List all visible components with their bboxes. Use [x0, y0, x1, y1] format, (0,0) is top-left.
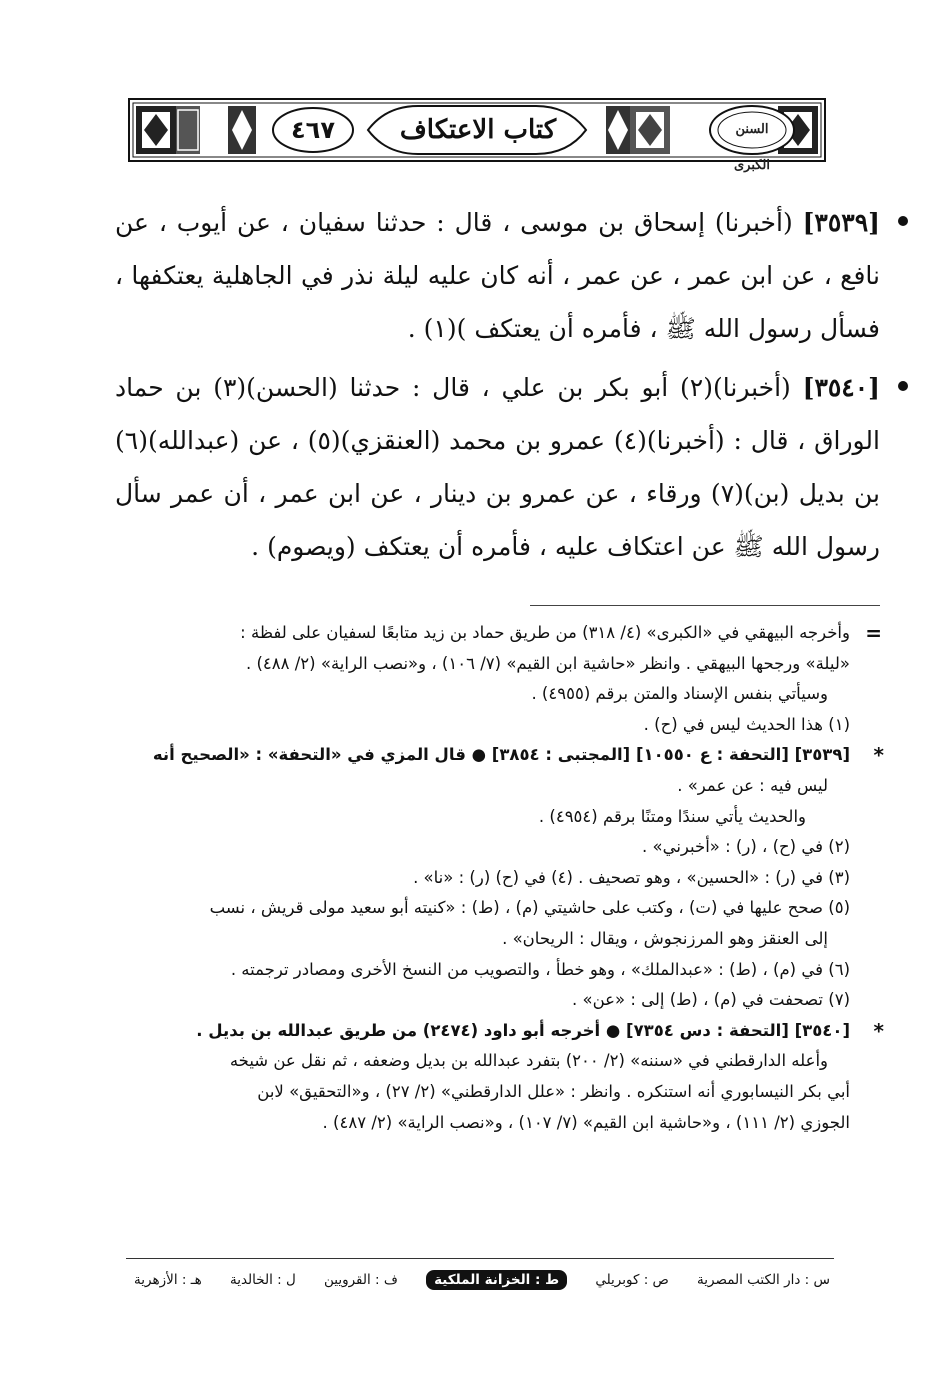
bullet-icon [898, 216, 908, 226]
page-header [128, 98, 826, 173]
footnote-text: وأخرجه البيهقي في «الكبرى» (٤/ ٣١٨) من طريق حماد بن زيد متابعًا لسفيان على لفظة : [240, 623, 850, 642]
footnote-text: وسيأتي بنفس الإسناد والمتن برقم (٤٩٥٥) . [531, 684, 828, 704]
footnote-line [122, 710, 850, 741]
star-icon: * [873, 743, 884, 768]
continuation-mark: = [865, 621, 882, 645]
footnote-line [122, 985, 850, 1016]
hadith-entry [115, 361, 880, 573]
footnote-line [122, 1108, 850, 1139]
footnote-line [122, 832, 850, 863]
page-number: ٤٦٧ [291, 116, 335, 144]
footnote-line [122, 893, 850, 924]
footnote-text: (٢) في (ح) ، (ر) : «أخبرني» . [641, 837, 850, 857]
footnote-line [122, 618, 882, 649]
hadith-number: [٣٥٤٠] [802, 373, 880, 402]
chapter-title: كتاب الاعتكاف [399, 115, 557, 145]
manuscript-sigla: ل : الخالدية [229, 1272, 296, 1288]
footnote-line [122, 771, 850, 802]
star-icon: * [873, 1018, 884, 1043]
manuscript-sigla: ص : كوبريلي [595, 1272, 669, 1288]
manuscript-sigla: هـ : الأزهرية [134, 1272, 202, 1288]
footnote-line [122, 1016, 884, 1047]
manuscript-sigla: س : دار الكتب المصرية [697, 1272, 830, 1288]
footnote-line [122, 679, 850, 710]
footnote-text: «ليلة» ورجحها البيهقي . وانظر «حاشية ابن القيم» (٧/ ١٠٦) ، و«نصب الراية» (٢/ ٤٨٨) . [245, 653, 850, 673]
footnote-text: (٣) في (ر) : «الحسين» ، وهو تصحيف . (٤) في (ح) (ر) : «نا» . [413, 867, 850, 887]
manuscript-sigla: ف : القرويين [323, 1272, 398, 1288]
footnote-line [122, 1077, 850, 1108]
footnote-text: [٣٥٣٩] [التحفة : ع ١٠٥٥٠] [المجتبى : ٣٨٥٤] ● قال المزي في «التحفة» : «الصحيح أنه [152, 745, 850, 765]
footnote-text: (٧) تصحفت في (م) ، (ط) إلى : «عن» . [571, 990, 850, 1010]
footnote-line [122, 1046, 850, 1077]
manuscript-sigla-highlighted: ط : الخزانة الملكية [426, 1270, 567, 1290]
hadith-body: (أخبرنا)(٢) أبو بكر بن علي ، قال : حدثنا (الحسن)(٣) بن حماد الوراق ، قال : (أخبرنا)(٤) عمرو بن محمد (العنقزي)(٥) ، عن (عبدالله)(٦) بن بديل (بن)(٧) ورقاء ، عن عمرو بن دينار ، عن ابن عمر ، أن عمر سأل رسول الله ﷺ عن اعتكاف عليه ، فأمره أن يعتكف (ويصوم) . [115, 373, 880, 561]
footnote-line [122, 649, 850, 680]
footnote-line [122, 863, 850, 894]
footer-rule [126, 1258, 834, 1259]
hadith-body: (أخبرنا) إسحاق بن موسى ، قال : حدثنا سفيان ، عن أيوب ، عن نافع ، عن ابن عمر ، عن عمر ، أنه كان عليه ليلة نذر في الجاهلية يعتكفها ، فسأل رسول الله ﷺ ، فأمره أن يعتكف )(١) . [115, 208, 880, 343]
footnote-line [122, 924, 850, 955]
manuscript-key [134, 1266, 830, 1294]
footnote-text: (٦) في (م) ، (ط) : «عبدالملك» ، وهو خطأ ، والتصويب من النسخ الأخرى ومصادر ترجمته . [230, 959, 850, 979]
footnote-text: ليس فيه : عن عمر» . [677, 775, 828, 795]
footnote-line [122, 802, 850, 833]
footnotes [122, 618, 884, 1138]
footnote-text: أبي بكر النيسابوري أنه استنكره . وانظر : «علل الدارقطني» (٢/ ٢٧) ، و«التحقيق» لابن [257, 1081, 850, 1101]
hadith-entry [115, 196, 880, 355]
hadith-text [115, 196, 880, 579]
footnote-text: [٣٥٤٠] [التحفة : دس ٧٣٥٤] ● أخرجه أبو داود (٢٤٧٤) من طريق عبدالله بن بديل . [196, 1020, 850, 1040]
series-logo: السنن الكبرى [733, 122, 771, 173]
footnote-text: وأعله الدارقطني في «سننه» (٢/ ٢٠٠) بتفرد عبدالله بن بديل وضعفه ، ثم نقل عن شيخه [229, 1051, 828, 1071]
footnote-text: والحديث يأتي سندًا ومتنًا برقم (٤٩٥٤) . [538, 806, 806, 826]
hadith-number: [٣٥٣٩] [802, 208, 880, 237]
footnote-text: إلى العنقز وهو المرزنجوش ، ويقال : الريحان» . [502, 928, 828, 948]
footnote-line [122, 955, 850, 986]
footnote-separator [530, 605, 880, 606]
footnote-text: الجوزي (٢/ ١١١) ، و«حاشية ابن القيم» (٧/ ١٠٧) ، و«نصب الراية» (٢/ ٤٨٧) . [322, 1112, 850, 1132]
footnote-text: (٥) صحح عليها في (ت) ، وكتب على حاشيتي (م) ، (ط) : «كنيته أبو سعيد مولى قريش ، نسب [209, 898, 850, 918]
footnote-text: (١) هذا الحديث ليس في (ح) . [643, 714, 850, 734]
bullet-icon [898, 381, 908, 391]
footnote-line [122, 740, 884, 771]
